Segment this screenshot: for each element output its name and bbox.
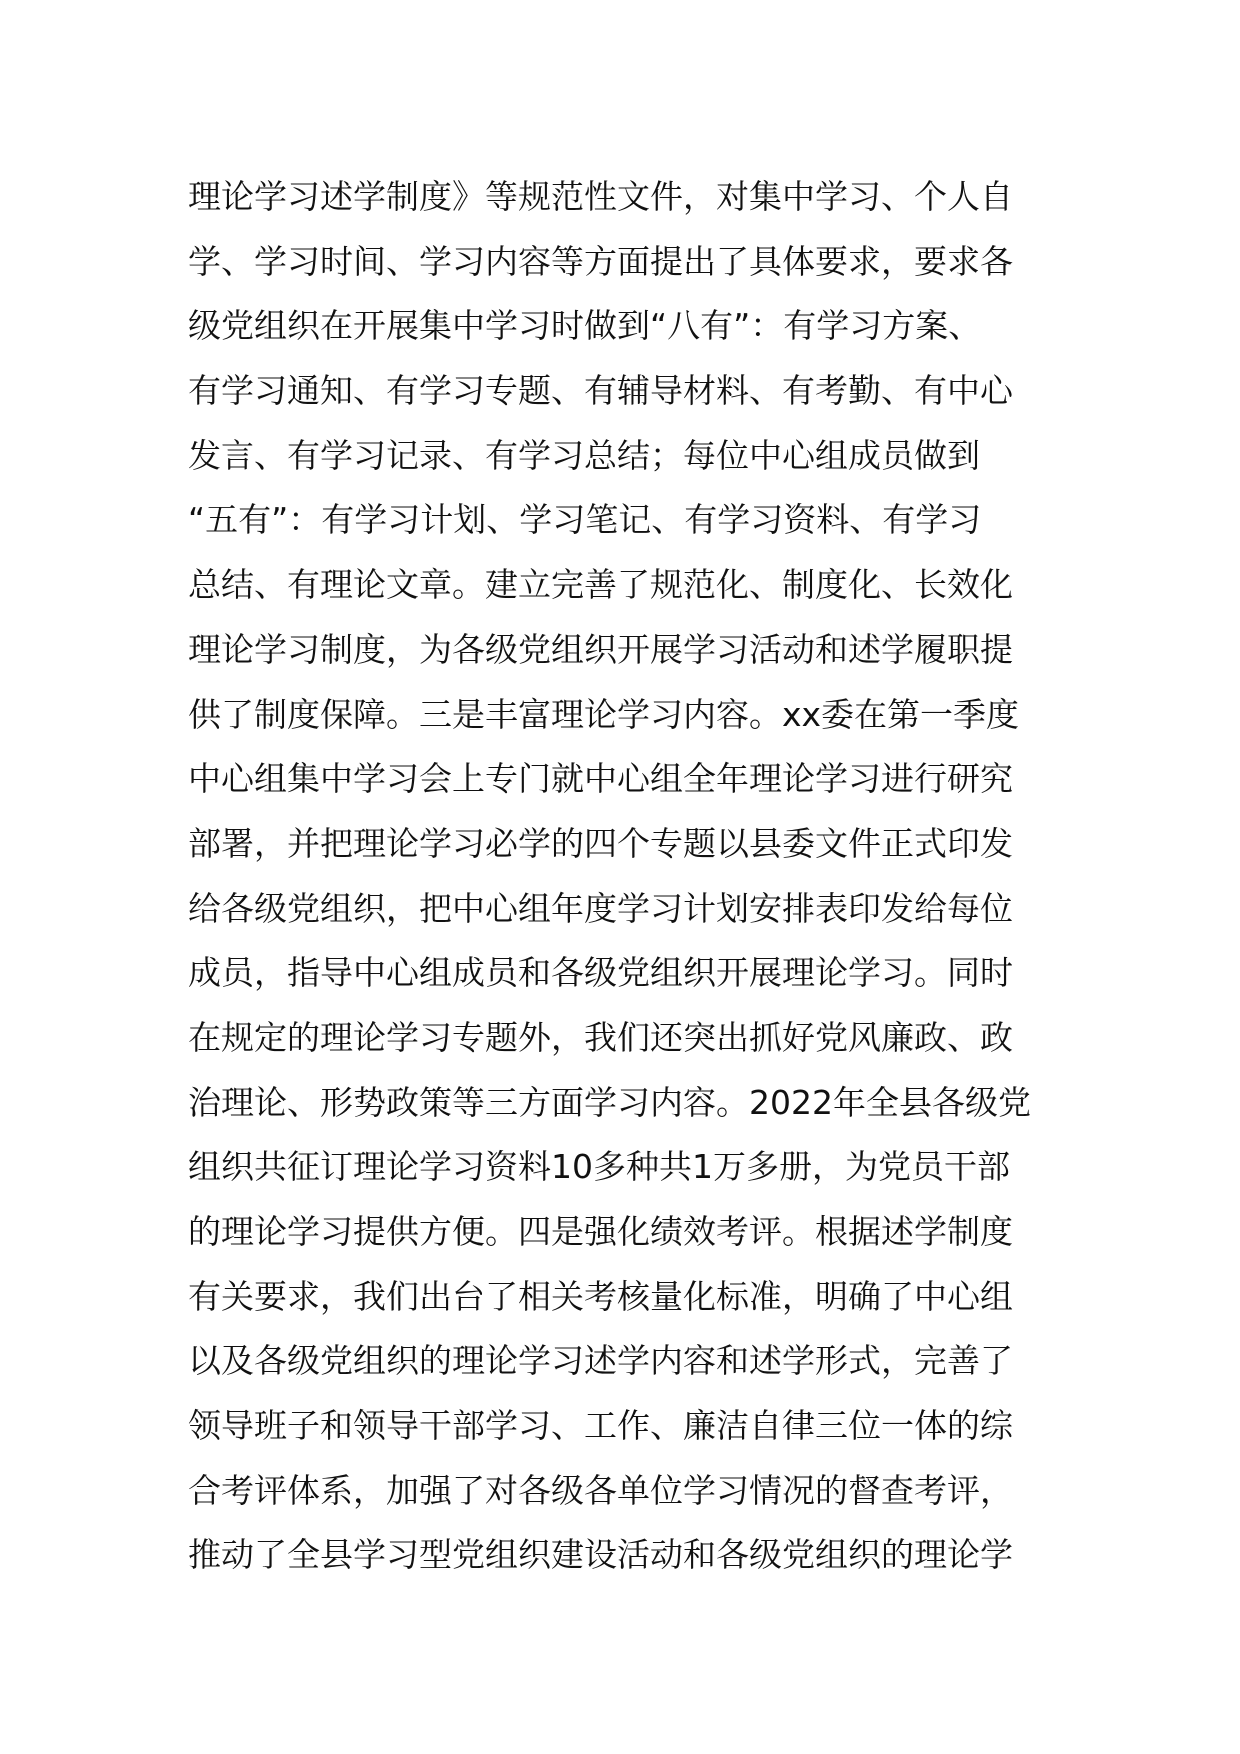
- text-line: 以及各级党组织的理论学习述学内容和述学形式，完善了: [188, 1341, 1013, 1381]
- text-line: 推动了全县学习型党组织建设活动和各级党组织的理论学: [188, 1535, 1013, 1575]
- text-line: 理论学习述学制度》等规范性文件，对集中学习、个人自: [188, 177, 1013, 216]
- text-line: 部署，并把理论学习必学的四个专题以县委文件正式印发: [188, 823, 1013, 863]
- text-line: 组织共征订理论学习资料10多种共1万多册，为党员干部: [188, 1147, 1010, 1187]
- text-line: 中心组集中学习会上专门就中心组全年理论学习进行研究: [188, 759, 1013, 799]
- text-line: 供了制度保障。三是丰富理论学习内容。xx委在第一季度: [188, 694, 1020, 734]
- body-text: [188, 165, 1068, 1588]
- text-line: 总结、有理论文章。建立完善了规范化、制度化、长效化: [188, 565, 1013, 605]
- text-line: 的理论学习提供方便。四是强化绩效考评。根据述学制度: [188, 1212, 1013, 1251]
- text-line: 治理论、形势政策等三方面学习内容。2022年全县各级党: [188, 1082, 1031, 1122]
- text-line: 有关要求，我们出台了相关考核量化标准，明确了中心组: [188, 1276, 1013, 1316]
- text-line: 领导班子和领导干部学习、工作、廉洁自律三位一体的综: [188, 1406, 1013, 1446]
- text-line: 有学习通知、有学习专题、有辅导材料、有考勤、有中心: [188, 371, 1013, 411]
- text-line: 级党组织在开展集中学习时做到“八有”：有学习方案、: [188, 306, 982, 346]
- text-line: 在规定的理论学习专题外，我们还突出抓好党风廉政、政: [188, 1017, 1013, 1057]
- text-line: 合考评体系，加强了对各级各单位学习情况的督查考评，: [188, 1470, 1013, 1510]
- text-line: 发言、有学习记录、有学习总结；每位中心组成员做到: [188, 435, 980, 475]
- text-line: 理论学习制度，为各级党组织开展学习活动和述学履职提: [188, 629, 1013, 669]
- text-line: 成员，指导中心组成员和各级党组织开展理论学习。同时: [188, 953, 1013, 993]
- text-line: “五有”：有学习计划、学习笔记、有学习资料、有学习: [188, 500, 982, 540]
- text-line: 给各级党组织，把中心组年度学习计划安排表印发给每位: [188, 888, 1013, 928]
- text-line: 学、学习时间、学习内容等方面提出了具体要求，要求各: [188, 241, 1013, 281]
